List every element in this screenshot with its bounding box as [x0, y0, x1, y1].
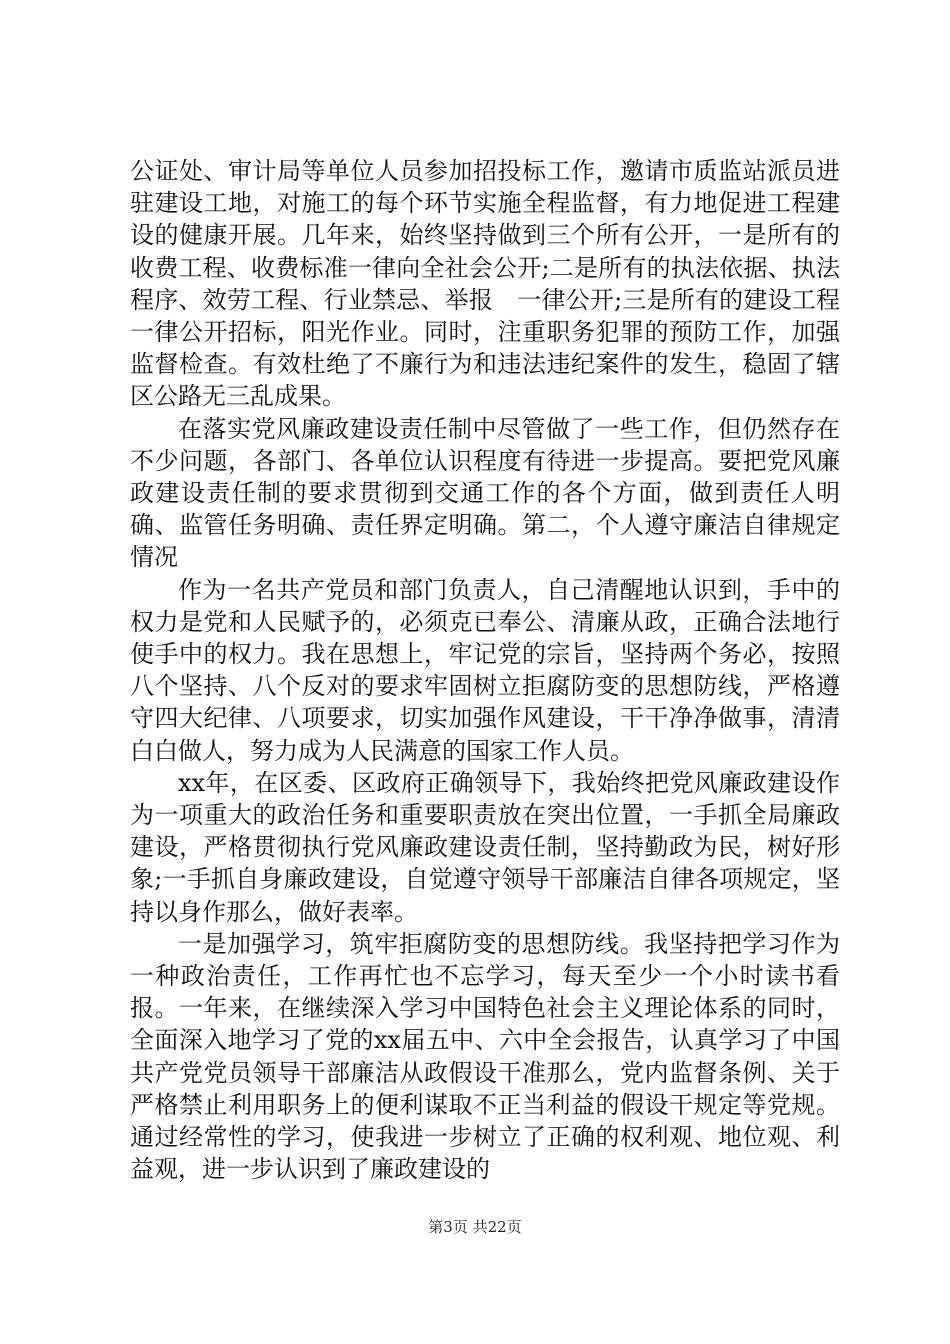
- page-number-footer: 第3页 共22页: [428, 1218, 522, 1236]
- document-body: [130, 155, 840, 1186]
- paragraph: 公证处、审计局等单位人员参加招投标工作，邀请市质监站派员进驻建设工地，对施工的每个环节实施全程监督，有力地促进工程建设的健康开展。几年来，始终坚持做到三个所有公开，一是所有的收费工程、收费标准一律向全社会公开;二是所有的执法依据、执法程序、效劳工程、行业禁忌、举报 一律公开;三是所有的建设工程一律公开招标，阳光作业。同时，注重职务犯罪的预防工作，加强监督检查。有效杜绝了不廉行为和违法违纪案件的发生，稳固了辖区公路无三乱成果。: [130, 157, 840, 411]
- paragraph: 在落实党风廉政建设责任制中尽管做了一些工作，但仍然存在不少问题，各部门、各单位认识程度有待进一步提高。要把党风廉政建设责任制的要求贯彻到交通工作的各个方面，做到责任人明确、监管任务明确、责任界定明确。第二，个人遵守廉洁自律规定情况: [130, 414, 840, 572]
- paragraph: 一是加强学习，筑牢拒腐防变的思想防线。我坚持把学习作为一种政治责任，工作再忙也不忘学习，每天至少一个小时读书看报。一年来，在继续深入学习中国特色社会主义理论体系的同时，全面深入地学习了党的xx届五中、六中全会报告，认真学习了中国共产党党员领导干部廉洁从政假设干准那么，党内监督条例、关于严格禁止利用职务上的便利谋取不正当利益的假设干规定等党规。通过经常性的学习，使我进一步树立了正确的权利观、地位观、利益观，进一步认识到了廉政建设的: [130, 929, 840, 1184]
- paragraph: xx年，在区委、区政府正确领导下，我始终把党风廉政建设作为一项重大的政治任务和重要职责放在突出位置，一手抓全局廉政建设，严格贯彻执行党风廉政建设责任制，坚持勤政为民，树好形象;一手抓自身廉政建设，自觉遵守领导干部廉洁自律各项规定，坚持以身作那么，做好表率。: [130, 768, 840, 926]
- paragraph: 作为一名共产党员和部门负责人，自己清醒地认识到，手中的权力是党和人民赋予的，必须克已奉公、清廉从政，正确合法地行使手中的权力。我在思想上，牢记党的宗旨，坚持两个务必，按照八个坚持、八个反对的要求牢固树立拒腐防变的思想防线，严格遵守四大纪律、八项要求，切实加强作风建设，干干净净做事，清清白白做人，努力成为人民满意的国家工作人员。: [130, 575, 840, 765]
